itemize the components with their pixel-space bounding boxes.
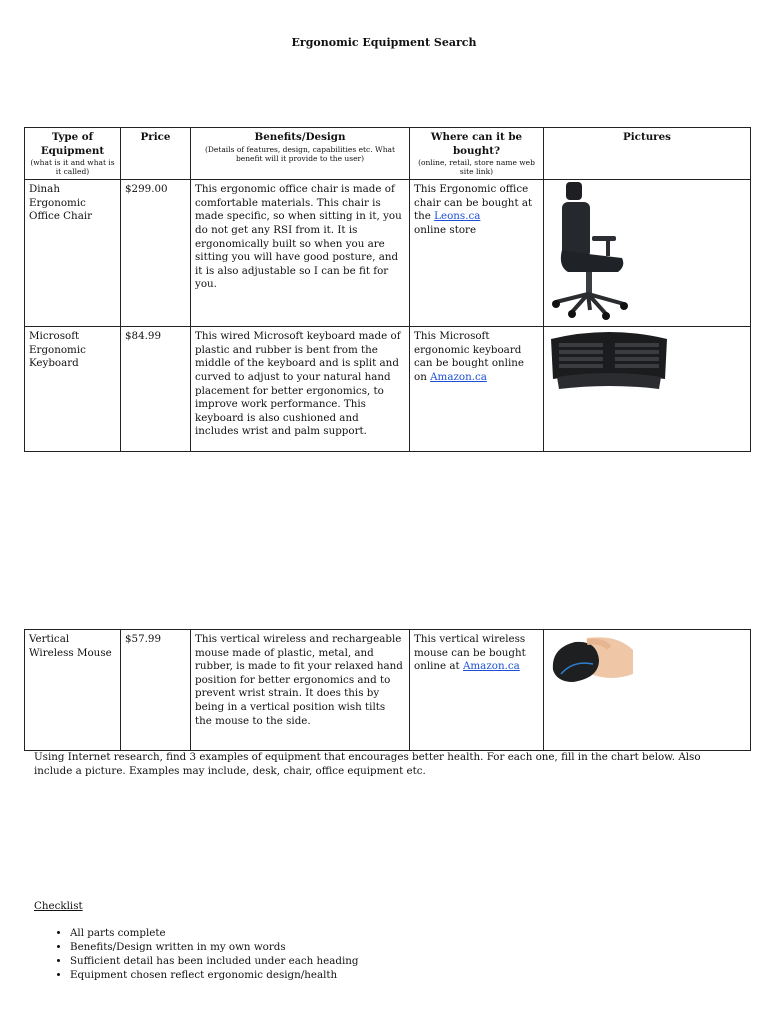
equipment-table-continued <box>24 629 751 751</box>
cell-type: Dinah Ergonomic Office Chair <box>25 180 121 327</box>
table-row <box>25 180 751 327</box>
header-row <box>25 128 751 180</box>
cell-where: This Ergonomic office chair can be bought at the Leons.ca online store <box>410 180 544 327</box>
list-item: • Benefits/Design written in my own words <box>70 940 359 954</box>
cell-benefits: This wired Microsoft keyboard made of plastic and rubber is bent from the middle of the keyboard and is split and curved to adjust to your natural hand placement for better ergonomics, to improve work performance. This keyboard is also cushioned and includes wrist and palm support. <box>191 327 410 452</box>
ergonomic-keyboard-image <box>547 327 671 395</box>
cell-where: This vertical wireless mouse can be bought online at Amazon.ca <box>410 630 544 751</box>
cell-benefits: This ergonomic office chair is made of comfortable materials. This chair is made specific, so when sitting in it, you do not get any RSI from it. It is ergonomically built so when you are sitting you will have good posture, and it is also adjustable so I can be fit for you. <box>191 180 410 327</box>
header-where: Where can it be bought? (online, retail, store name web site link) <box>410 128 544 180</box>
checklist <box>34 926 359 982</box>
header-where-sub: (online, retail, store name web site link) <box>418 158 535 177</box>
cell-where: This Microsoft ergonomic keyboard can be bought online on Amazon.ca <box>410 327 544 452</box>
header-benefits: Benefits/Design (Details of features, design, capabilities etc. What benefit will it provide to the user) <box>191 128 410 180</box>
header-pictures: Pictures <box>544 128 751 180</box>
cell-price: $299.00 <box>121 180 191 327</box>
cell-type: Microsoft Ergonomic Keyboard <box>25 327 121 452</box>
amazon-link[interactable]: Amazon.ca <box>462 660 520 673</box>
amazon-link[interactable]: Amazon.ca <box>430 370 487 383</box>
equipment-table <box>24 127 751 452</box>
document-title: Ergonomic Equipment Search <box>291 36 477 49</box>
header-type: Type of Equipment (what is it and what is it called) <box>25 128 121 180</box>
leons-link[interactable]: Leons.ca <box>434 210 481 223</box>
instructions-text: Using Internet research, find 3 examples of equipment that encourages better health. For each one, fill in the chart below. Also include a picture. Examples may include, desk, chair, office equipment etc. <box>34 751 701 777</box>
table-row <box>25 630 751 751</box>
list-item: • Equipment chosen reflect ergonomic design/health <box>70 968 359 982</box>
header-benefits-sub: (Details of features, design, capabilities etc. What benefit will it provide to the user) <box>204 144 396 163</box>
cell-price: $84.99 <box>121 327 191 452</box>
cell-picture <box>544 180 751 327</box>
office-chair-image <box>548 180 638 320</box>
cell-benefits: This vertical wireless and rechargeable mouse made of plastic, metal, and rubber, is made to fit your relaxed hand position for better ergonomics and to prevent wrist strain. It does this by being in a vertical position wish tilts the mouse to the side. <box>191 630 410 751</box>
vertical-mouse-image <box>547 630 635 686</box>
checklist-heading: Checklist <box>34 900 83 912</box>
cell-type: Vertical Wireless Mouse <box>25 630 121 751</box>
list-item: • Sufficient detail has been included under each heading <box>70 954 359 968</box>
header-price: Price <box>121 128 191 180</box>
cell-price: $57.99 <box>121 630 191 751</box>
header-type-sub: (what is it and what is it called) <box>30 158 115 177</box>
list-item: • All parts complete <box>70 926 359 940</box>
cell-picture <box>544 327 751 452</box>
cell-picture <box>544 630 751 751</box>
table-row <box>25 327 751 452</box>
